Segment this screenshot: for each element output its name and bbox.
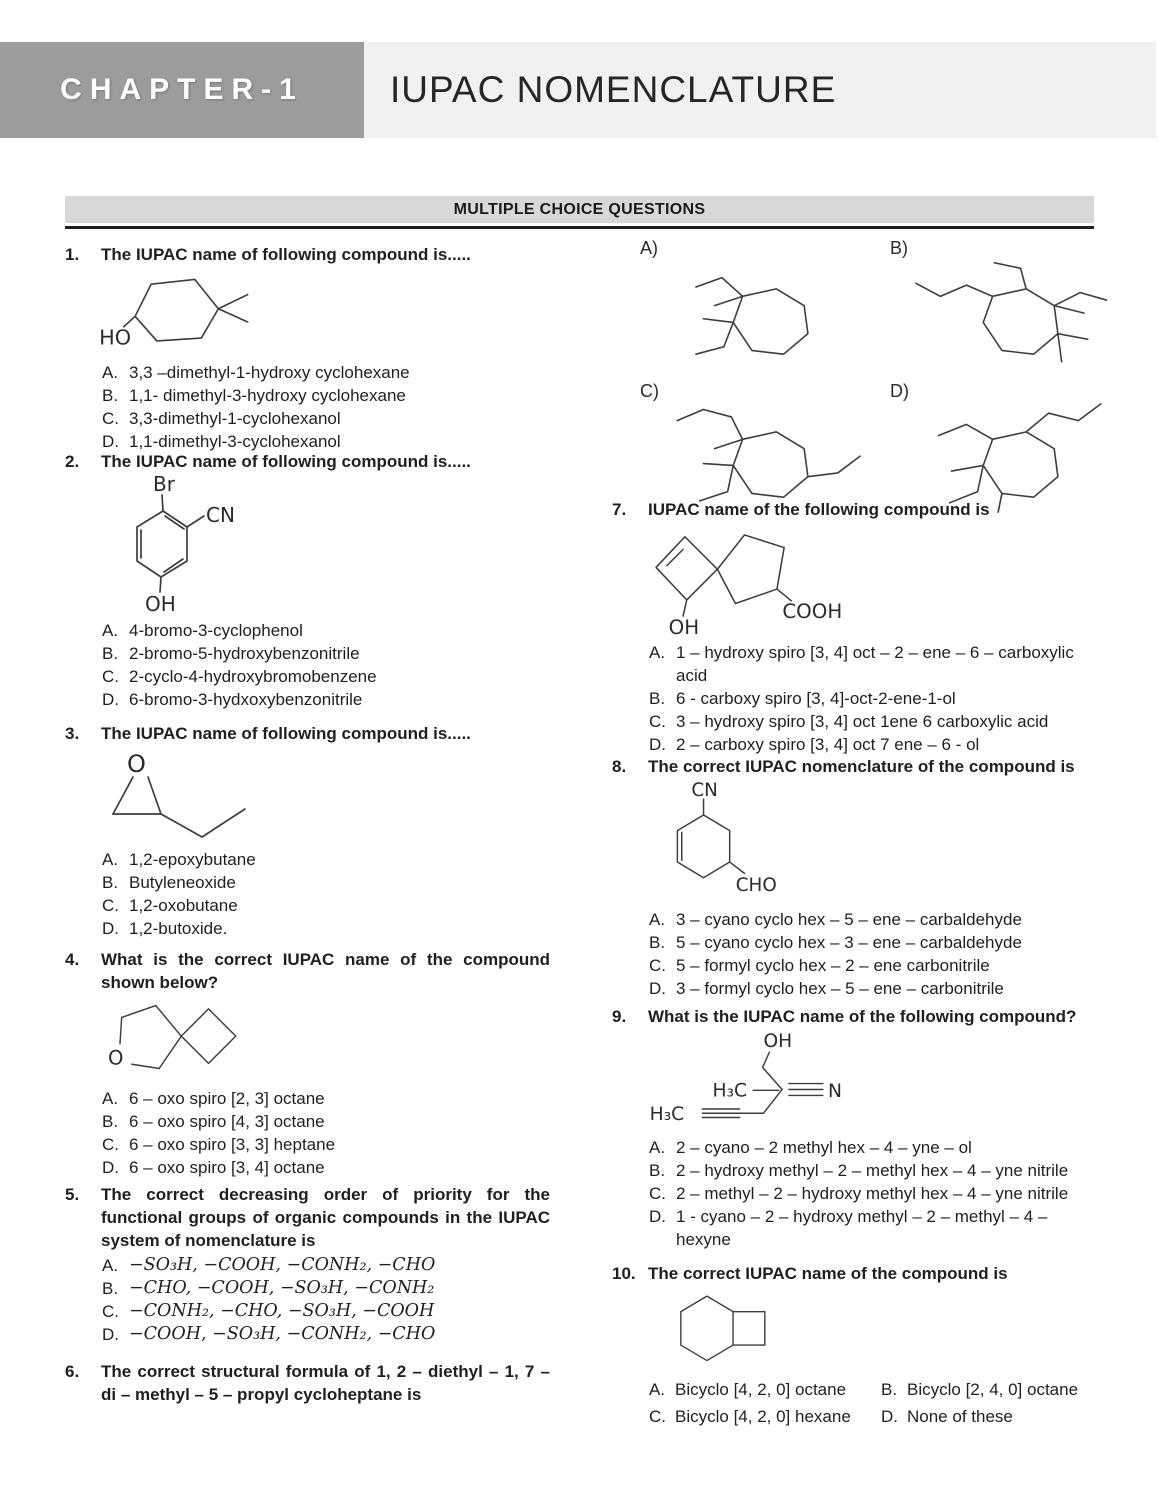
question-stem: The correct decreasing order of priority for the functional groups of organic compounds in the IUPAC system of nomenclature is bbox=[101, 1185, 550, 1250]
options bbox=[102, 619, 550, 711]
option-text: 1,2-butoxide. bbox=[129, 919, 228, 938]
option-letter: C. bbox=[102, 667, 119, 686]
option-text: 3 – cyano cyclo hex – 5 – ene – carbaldehyde bbox=[676, 910, 1022, 929]
question-4 bbox=[65, 948, 550, 1179]
option-text: 3 – formyl cyclo hex – 5 – ene – carbonitrile bbox=[676, 979, 1004, 998]
question-stem: IUPAC name of the following compound is bbox=[648, 500, 990, 519]
question-6 bbox=[65, 1360, 550, 1406]
structure-spirooctene-acid bbox=[638, 524, 850, 637]
option-letter: D. bbox=[649, 735, 666, 754]
question-number: 5. bbox=[65, 1185, 80, 1204]
option-letter: C. bbox=[649, 1407, 666, 1426]
options bbox=[649, 1136, 1104, 1251]
option-text: 1,1-dimethyl-3-cyclohexanol bbox=[129, 432, 341, 451]
option-text: −COOH, −SO₃H, −CONH₂, −CHO bbox=[129, 1324, 436, 1344]
label-O: O bbox=[127, 750, 146, 778]
options bbox=[102, 1087, 550, 1179]
option-letter: C. bbox=[649, 712, 666, 731]
structure-epoxybutane bbox=[101, 748, 281, 844]
label-H3C-left: H₃C bbox=[649, 1104, 685, 1126]
option-letter: D. bbox=[881, 1407, 898, 1426]
option-letter: C. bbox=[102, 896, 119, 915]
option-letter: A. bbox=[102, 363, 119, 382]
question-stem: The IUPAC name of following compound is..... bbox=[101, 245, 471, 264]
option-letter: A. bbox=[102, 621, 119, 640]
label-Br: Br bbox=[153, 475, 175, 496]
structure-cyanocyclohexene-carbaldehyde bbox=[646, 780, 816, 904]
option-text: 5 – cyano cyclo hex – 3 – ene – carbaldehyde bbox=[676, 933, 1022, 952]
option-text: 1 – hydroxy spiro [3, 4] oct – 2 – ene – 6 – carboxylic acid bbox=[676, 643, 1074, 685]
question-stem: The IUPAC name of following compound is..... bbox=[101, 724, 471, 743]
label-H3C-mid: H₃C bbox=[712, 1080, 748, 1102]
question-7 bbox=[612, 498, 1104, 756]
question-8 bbox=[612, 755, 1104, 1000]
option-text: 2-cyclo-4-hydroxybromobenzene bbox=[129, 667, 377, 686]
options bbox=[649, 908, 1104, 1000]
label-CN: CN bbox=[206, 503, 235, 527]
question-5 bbox=[65, 1183, 550, 1346]
page-title-box bbox=[364, 42, 1156, 138]
option-text: 3,3 –dimethyl-1-hydroxy cyclohexane bbox=[129, 363, 410, 382]
question-stem: What is the correct IUPAC name of the compound shown below? bbox=[101, 950, 550, 992]
option-text: −CHO, −COOH, −SO₃H, −CONH₂ bbox=[129, 1278, 435, 1298]
structure-cycloheptane-A bbox=[640, 259, 875, 371]
q6-answer-label-C: C) bbox=[640, 381, 659, 401]
option-letter: A. bbox=[649, 910, 666, 929]
question-number: 7. bbox=[612, 500, 627, 519]
option-letter: C. bbox=[102, 409, 119, 428]
option-text: Butyleneoxide bbox=[129, 873, 236, 892]
option-text: None of these bbox=[907, 1407, 1013, 1426]
option-text: 3 – hydroxy spiro [3, 4] oct 1ene 6 carboxylic acid bbox=[676, 712, 1049, 731]
options bbox=[102, 848, 550, 940]
option-text: 4-bromo-3-cyclophenol bbox=[129, 621, 303, 640]
q6-answer-label-B: B) bbox=[890, 238, 908, 258]
option-letter: A. bbox=[102, 850, 119, 869]
label-COOH: COOH bbox=[782, 599, 843, 623]
option-text: 6 – oxo spiro [3, 4] octane bbox=[129, 1158, 325, 1177]
q6-answer-B bbox=[890, 238, 1140, 371]
structure-bicyclooctane bbox=[648, 1288, 783, 1372]
option-letter: D. bbox=[649, 1207, 666, 1226]
q6-answer-C bbox=[640, 381, 890, 514]
label-OH: OH bbox=[763, 1031, 793, 1053]
question-number: 8. bbox=[612, 757, 627, 776]
question-stem: The IUPAC name of following compound is..... bbox=[101, 452, 471, 471]
section-banner-label: MULTIPLE CHOICE QUESTIONS bbox=[453, 200, 706, 218]
question-2 bbox=[65, 450, 550, 711]
option-letter: B. bbox=[649, 689, 666, 708]
option-letter: B. bbox=[881, 1380, 898, 1399]
question-stem: What is the IUPAC name of the following compound? bbox=[648, 1007, 1077, 1026]
option-text: 6 - carboxy spiro [3, 4]-oct-2-ene-1-ol bbox=[676, 689, 956, 708]
question-stem: The correct IUPAC nomenclature of the compound is bbox=[648, 757, 1075, 776]
structure-dimethyl-cyclohexanol bbox=[97, 269, 282, 357]
option-letter: B. bbox=[102, 1112, 119, 1131]
question-stem: The correct IUPAC name of the compound is bbox=[648, 1264, 1008, 1283]
option-letter: C. bbox=[102, 1302, 119, 1321]
option-letter: A. bbox=[102, 1256, 119, 1275]
option-text: 5 – formyl cyclo hex – 2 – ene carbonitrile bbox=[676, 956, 990, 975]
label-HO: HO bbox=[99, 325, 132, 350]
option-letter: D. bbox=[102, 690, 119, 709]
option-letter: B. bbox=[102, 1279, 119, 1298]
option-text: 1,1- dimethyl-3-hydroxy cyclohexane bbox=[129, 386, 406, 405]
structure-oxaspiro-compound bbox=[101, 997, 259, 1083]
option-text: 2 – carboxy spiro [3, 4] oct 7 ene – 6 - ol bbox=[676, 735, 980, 754]
label-O: O bbox=[108, 1046, 124, 1070]
option-text: Bicyclo [4, 2, 0] hexane bbox=[675, 1407, 851, 1426]
q6-answer-A bbox=[640, 238, 890, 371]
question-number: 9. bbox=[612, 1007, 627, 1026]
question-number: 4. bbox=[65, 950, 80, 969]
q6-answer-label-A: A) bbox=[640, 238, 658, 258]
question-stem: The correct structural formula of 1, 2 – diethyl – 1, 7 – di – methyl – 5 – propyl cycloheptane is bbox=[101, 1362, 550, 1404]
question-number: 2. bbox=[65, 452, 80, 471]
option-letter: A. bbox=[102, 1089, 119, 1108]
option-letter: D. bbox=[102, 1325, 119, 1344]
option-text: 6-bromo-3-hydxoxybenzonitrile bbox=[129, 690, 363, 709]
option-letter: B. bbox=[649, 1161, 666, 1180]
options bbox=[649, 1378, 1104, 1428]
option-text: 6 – oxo spiro [4, 3] octane bbox=[129, 1112, 325, 1131]
option-text: 2 – cyano – 2 methyl hex – 4 – yne – ol bbox=[676, 1138, 972, 1157]
q6-answer-D bbox=[890, 381, 1140, 514]
options bbox=[649, 641, 1104, 756]
question-9 bbox=[612, 1005, 1104, 1251]
option-text: −SO₃H, −COOH, −CONH₂, −CHO bbox=[129, 1255, 436, 1275]
option-text: Bicyclo [2, 4, 0] octane bbox=[907, 1380, 1079, 1399]
page-title: IUPAC NOMENCLATURE bbox=[390, 69, 837, 110]
chapter-banner bbox=[0, 42, 364, 138]
option-text: 1,2-epoxybutane bbox=[129, 850, 256, 869]
option-letter: A. bbox=[649, 1138, 666, 1157]
label-N: N bbox=[827, 1081, 842, 1103]
option-text: 6 – oxo spiro [2, 3] octane bbox=[129, 1089, 325, 1108]
question-number: 3. bbox=[65, 724, 80, 743]
option-letter: C. bbox=[649, 1184, 666, 1203]
question-3 bbox=[65, 722, 550, 940]
question-number: 6. bbox=[65, 1362, 80, 1381]
question-number: 1. bbox=[65, 245, 80, 264]
q6-answer-label-D: D) bbox=[890, 381, 909, 401]
option-letter: B. bbox=[102, 644, 119, 663]
options bbox=[102, 1254, 550, 1346]
label-OH: OH bbox=[668, 616, 700, 637]
structure-bromo-hydroxy-benzonitrile bbox=[103, 475, 273, 615]
structure-cycloheptane-B bbox=[890, 259, 1125, 371]
question-10 bbox=[612, 1262, 1104, 1428]
option-letter: C. bbox=[649, 956, 666, 975]
option-text: 2 – hydroxy methyl – 2 – methyl hex – 4 – yne nitrile bbox=[676, 1161, 1069, 1180]
option-letter: B. bbox=[102, 386, 119, 405]
chapter-label: CHAPTER-1 bbox=[60, 73, 304, 106]
option-text: −CONH₂, −CHO, −SO₃H, −COOH bbox=[129, 1301, 435, 1321]
structure-cyano-methyl-hexynol bbox=[614, 1030, 856, 1132]
option-letter: A. bbox=[649, 643, 666, 662]
option-letter: B. bbox=[102, 873, 119, 892]
option-text: 6 – oxo spiro [3, 3] heptane bbox=[129, 1135, 336, 1154]
label-OH: OH bbox=[145, 592, 176, 615]
label-CN: CN bbox=[691, 780, 718, 801]
option-letter: B. bbox=[649, 933, 666, 952]
option-text: 2 – methyl – 2 – hydroxy methyl hex – 4 – yne nitrile bbox=[676, 1184, 1069, 1203]
option-text: 1 - cyano – 2 – hydroxy methyl – 2 – methyl – 4 – hexyne bbox=[676, 1207, 1048, 1249]
label-CHO: CHO bbox=[735, 874, 777, 896]
option-text: 2-bromo-5-hydroxybenzonitrile bbox=[129, 644, 360, 663]
option-letter: D. bbox=[649, 979, 666, 998]
option-text: 3,3-dimethyl-1-cyclohexanol bbox=[129, 409, 341, 428]
option-text: 1,2-oxobutane bbox=[129, 896, 238, 915]
question-6-answer-structures bbox=[640, 238, 1145, 514]
option-letter: C. bbox=[102, 1135, 119, 1154]
section-banner bbox=[65, 196, 1094, 223]
option-letter: A. bbox=[649, 1380, 666, 1399]
option-letter: D. bbox=[102, 919, 119, 938]
question-number: 10. bbox=[612, 1264, 636, 1283]
options bbox=[102, 361, 550, 453]
option-letter: D. bbox=[102, 1158, 119, 1177]
option-letter: D. bbox=[102, 432, 119, 451]
question-1 bbox=[65, 243, 550, 453]
option-text: Bicyclo [4, 2, 0] octane bbox=[675, 1380, 847, 1399]
section-banner-rule bbox=[65, 226, 1094, 229]
